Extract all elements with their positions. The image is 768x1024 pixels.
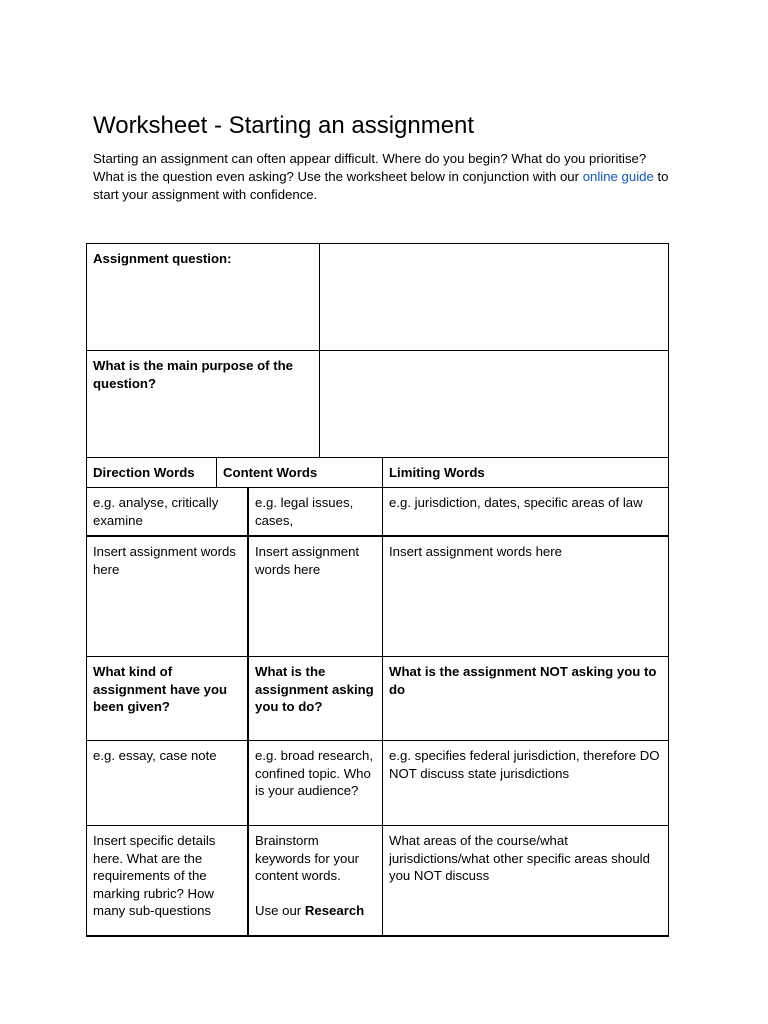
insert-content-words[interactable]: Insert assignment words here xyxy=(247,536,383,657)
header-direction-words: Direction Words xyxy=(86,457,217,488)
intro-paragraph xyxy=(93,150,673,204)
details-assignment-asking[interactable] xyxy=(247,825,383,937)
research-line xyxy=(255,902,376,920)
example-direction-words: e.g. analyse, critically examine xyxy=(86,487,249,537)
example-assignment-not-asking: e.g. specifies federal jurisdiction, therefore DO NOT discuss state jurisdictions xyxy=(382,740,669,826)
details-assignment-not-asking[interactable]: What areas of the course/what jurisdictions/what other specific areas should you NOT discuss xyxy=(382,825,669,937)
details-assignment-kind[interactable]: Insert specific details here. What are the requirements of the marking rubric? How many sub-questions xyxy=(86,825,249,937)
example-content-words: e.g. legal issues, cases, xyxy=(247,487,383,537)
question-assignment-asking: What is the assignment asking you to do? xyxy=(247,656,383,741)
example-assignment-asking: e.g. broad research, confined topic. Who is your audience? xyxy=(247,740,383,826)
online-guide-link[interactable]: online guide xyxy=(582,169,654,184)
question-assignment-not-asking: What is the assignment NOT asking you to do xyxy=(382,656,669,741)
page-title: Worksheet - Starting an assignment xyxy=(93,112,475,139)
header-content-words: Content Words xyxy=(216,457,383,488)
intro-text-before: Starting an assignment can often appear difficult. Where do you begin? What do you prioritise? What is the question even asking? Use the worksheet below in conjunction with our xyxy=(93,151,647,184)
assignment-question-label: Assignment question: xyxy=(86,243,320,351)
header-limiting-words: Limiting Words xyxy=(382,457,669,488)
question-assignment-kind: What kind of assignment have you been given? xyxy=(86,656,249,741)
main-purpose-label: What is the main purpose of the question? xyxy=(86,350,320,458)
main-purpose-answer-cell[interactable] xyxy=(319,350,669,458)
use-our-text: Use our xyxy=(255,902,305,918)
example-limiting-words: e.g. jurisdiction, dates, specific areas of law xyxy=(382,487,669,537)
research-text: Research xyxy=(304,902,365,918)
insert-direction-words[interactable]: Insert assignment words here xyxy=(86,536,249,657)
intro-text-after: to start your assignment with confidence. xyxy=(93,169,669,202)
example-assignment-kind: e.g. essay, case note xyxy=(86,740,249,826)
brainstorm-text: Brainstorm keywords for your content words. xyxy=(255,833,360,884)
assignment-question-answer-cell[interactable] xyxy=(319,243,669,351)
insert-limiting-words[interactable]: Insert assignment words here xyxy=(382,536,669,657)
